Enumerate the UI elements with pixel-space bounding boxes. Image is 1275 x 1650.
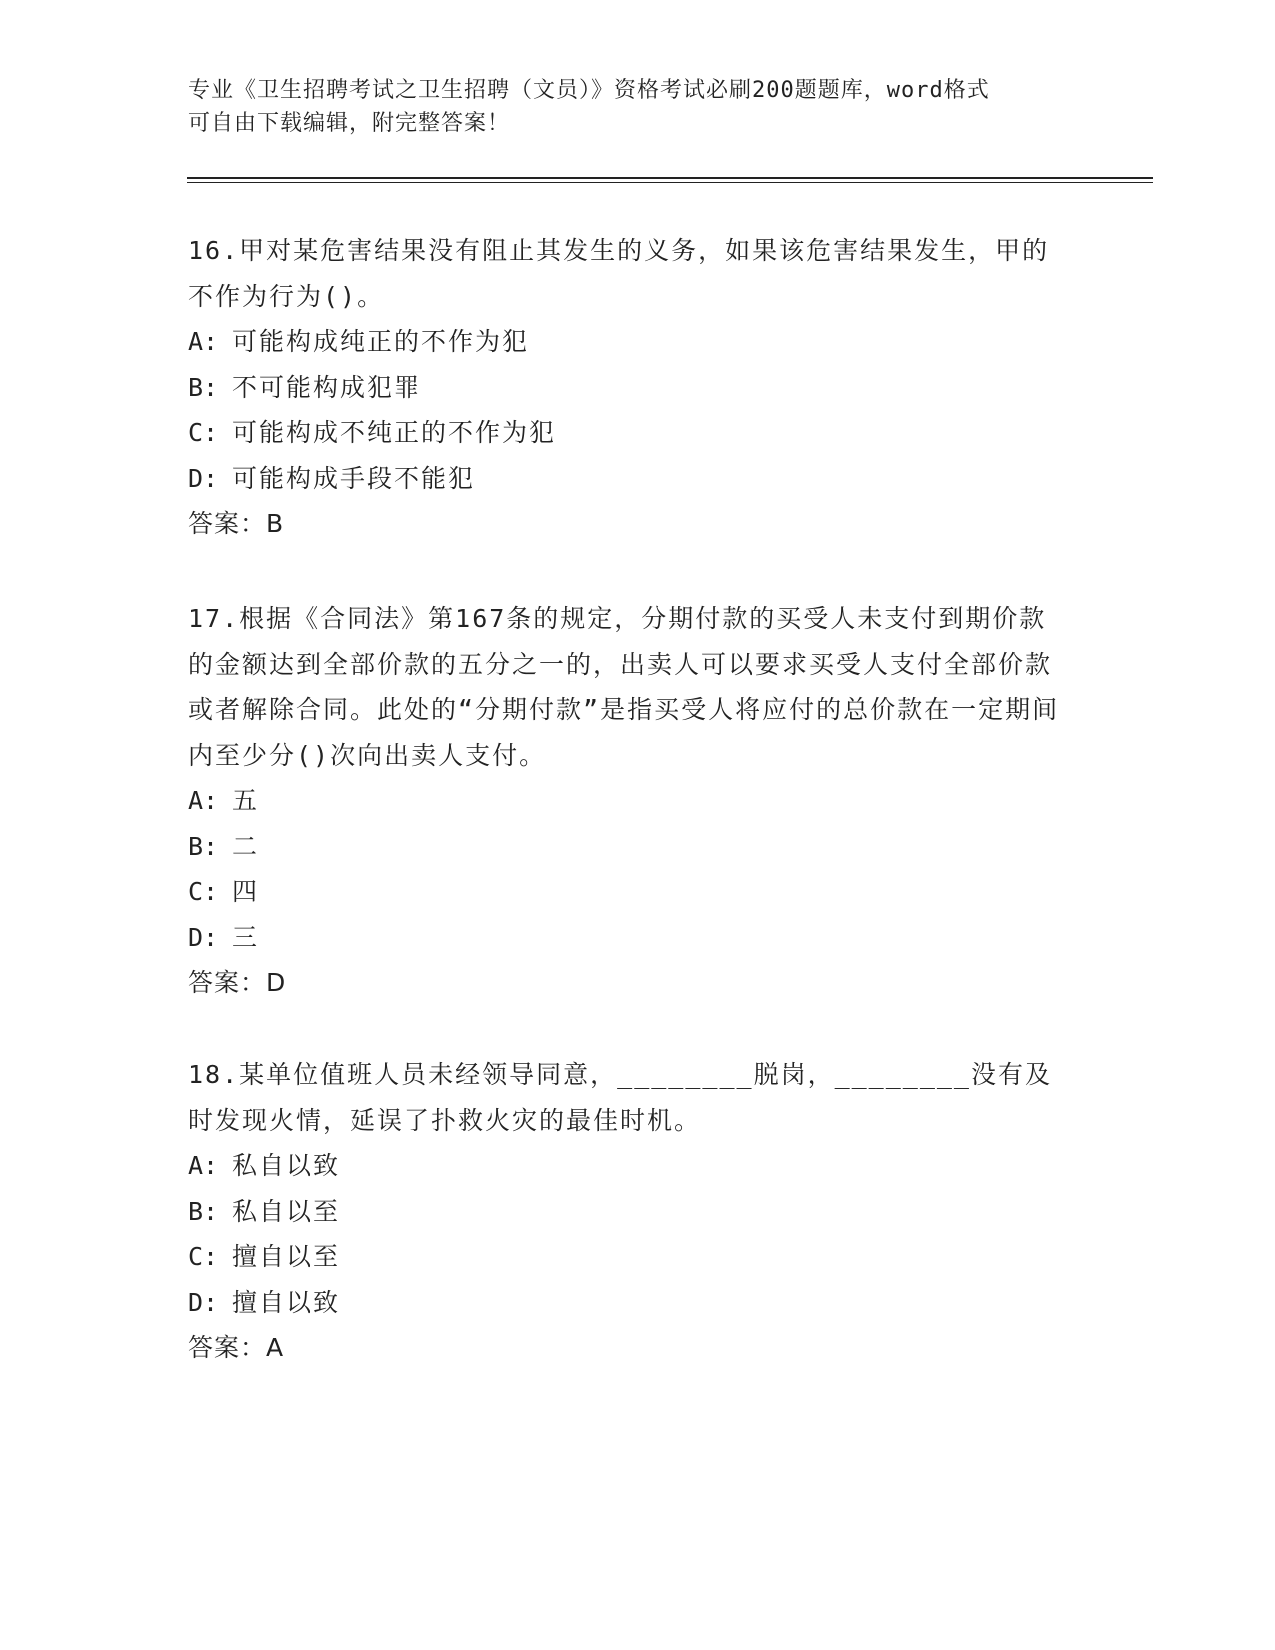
option-label: D: <box>188 463 219 493</box>
answer-text: 答案：D <box>188 968 287 997</box>
option-label: C: <box>188 418 219 447</box>
option-d <box>188 456 1068 502</box>
option-text: 私自以致 <box>232 1151 341 1180</box>
option-c <box>188 410 1068 456</box>
header-line-1: 专业《卫生招聘考试之卫生招聘（文员）》资格考试必刷200题题库，word格式 <box>188 78 990 103</box>
option-text: 三 <box>232 922 260 952</box>
document-header <box>188 74 1088 140</box>
header-divider-thin <box>187 182 1153 183</box>
option-a <box>188 778 1068 824</box>
option-text: 可能构成纯正的不作为犯 <box>232 327 530 356</box>
option-d <box>188 915 1068 961</box>
option-label: B: <box>188 831 219 861</box>
option-b <box>188 824 1068 870</box>
option-c <box>188 1234 1068 1280</box>
option-label: C: <box>188 1242 219 1271</box>
option-d <box>188 1280 1068 1326</box>
question-17 <box>188 596 1068 1006</box>
question-text: 16.甲对某危害结果没有阻止其发生的义务，如果该危害结果发生，甲的不作为行为()。 <box>188 236 1050 311</box>
option-label: A: <box>188 327 219 356</box>
option-label: A: <box>188 1151 219 1180</box>
option-text: 五 <box>232 786 260 815</box>
question-text: 18.某单位值班人员未经领导同意，________脱岗，________没有及时发现火情，延误了扑救火灾的最佳时机。 <box>188 1060 1052 1135</box>
option-text: 擅自以致 <box>232 1287 341 1317</box>
option-text: 四 <box>232 877 260 906</box>
question-18 <box>188 1052 1068 1371</box>
option-text: 二 <box>232 831 260 861</box>
header-divider-thick <box>187 177 1153 179</box>
option-c <box>188 869 1068 915</box>
option-text: 私自以至 <box>232 1196 341 1226</box>
option-a <box>188 319 1068 365</box>
option-b <box>188 365 1068 411</box>
answer-text: 答案：A <box>188 1333 285 1362</box>
question-text: 17.根据《合同法》第167条的规定，分期付款的买受人未支付到期价款的金额达到全部价款的五分之一的，出卖人可以要求买受人支付全部价款或者解除合同。此处的“分期付款”是指买受人将应付的总价款在一定期间内至少分()次向出卖人支付。 <box>188 604 1060 770</box>
answer-text: 答案：B <box>188 509 285 538</box>
option-label: B: <box>188 372 219 402</box>
option-b <box>188 1189 1068 1235</box>
option-label: C: <box>188 877 219 906</box>
option-text: 擅自以至 <box>232 1242 341 1271</box>
header-line-2: 可自由下载编辑，附完整答案！ <box>188 111 511 136</box>
option-text: 不可能构成犯罪 <box>232 372 422 402</box>
option-a <box>188 1143 1068 1189</box>
option-text: 可能构成不纯正的不作为犯 <box>232 418 557 447</box>
option-label: D: <box>188 1287 219 1317</box>
question-16 <box>188 228 1068 547</box>
option-label: B: <box>188 1196 219 1226</box>
option-label: D: <box>188 922 219 952</box>
option-text: 可能构成手段不能犯 <box>232 463 476 493</box>
option-label: A: <box>188 786 219 815</box>
